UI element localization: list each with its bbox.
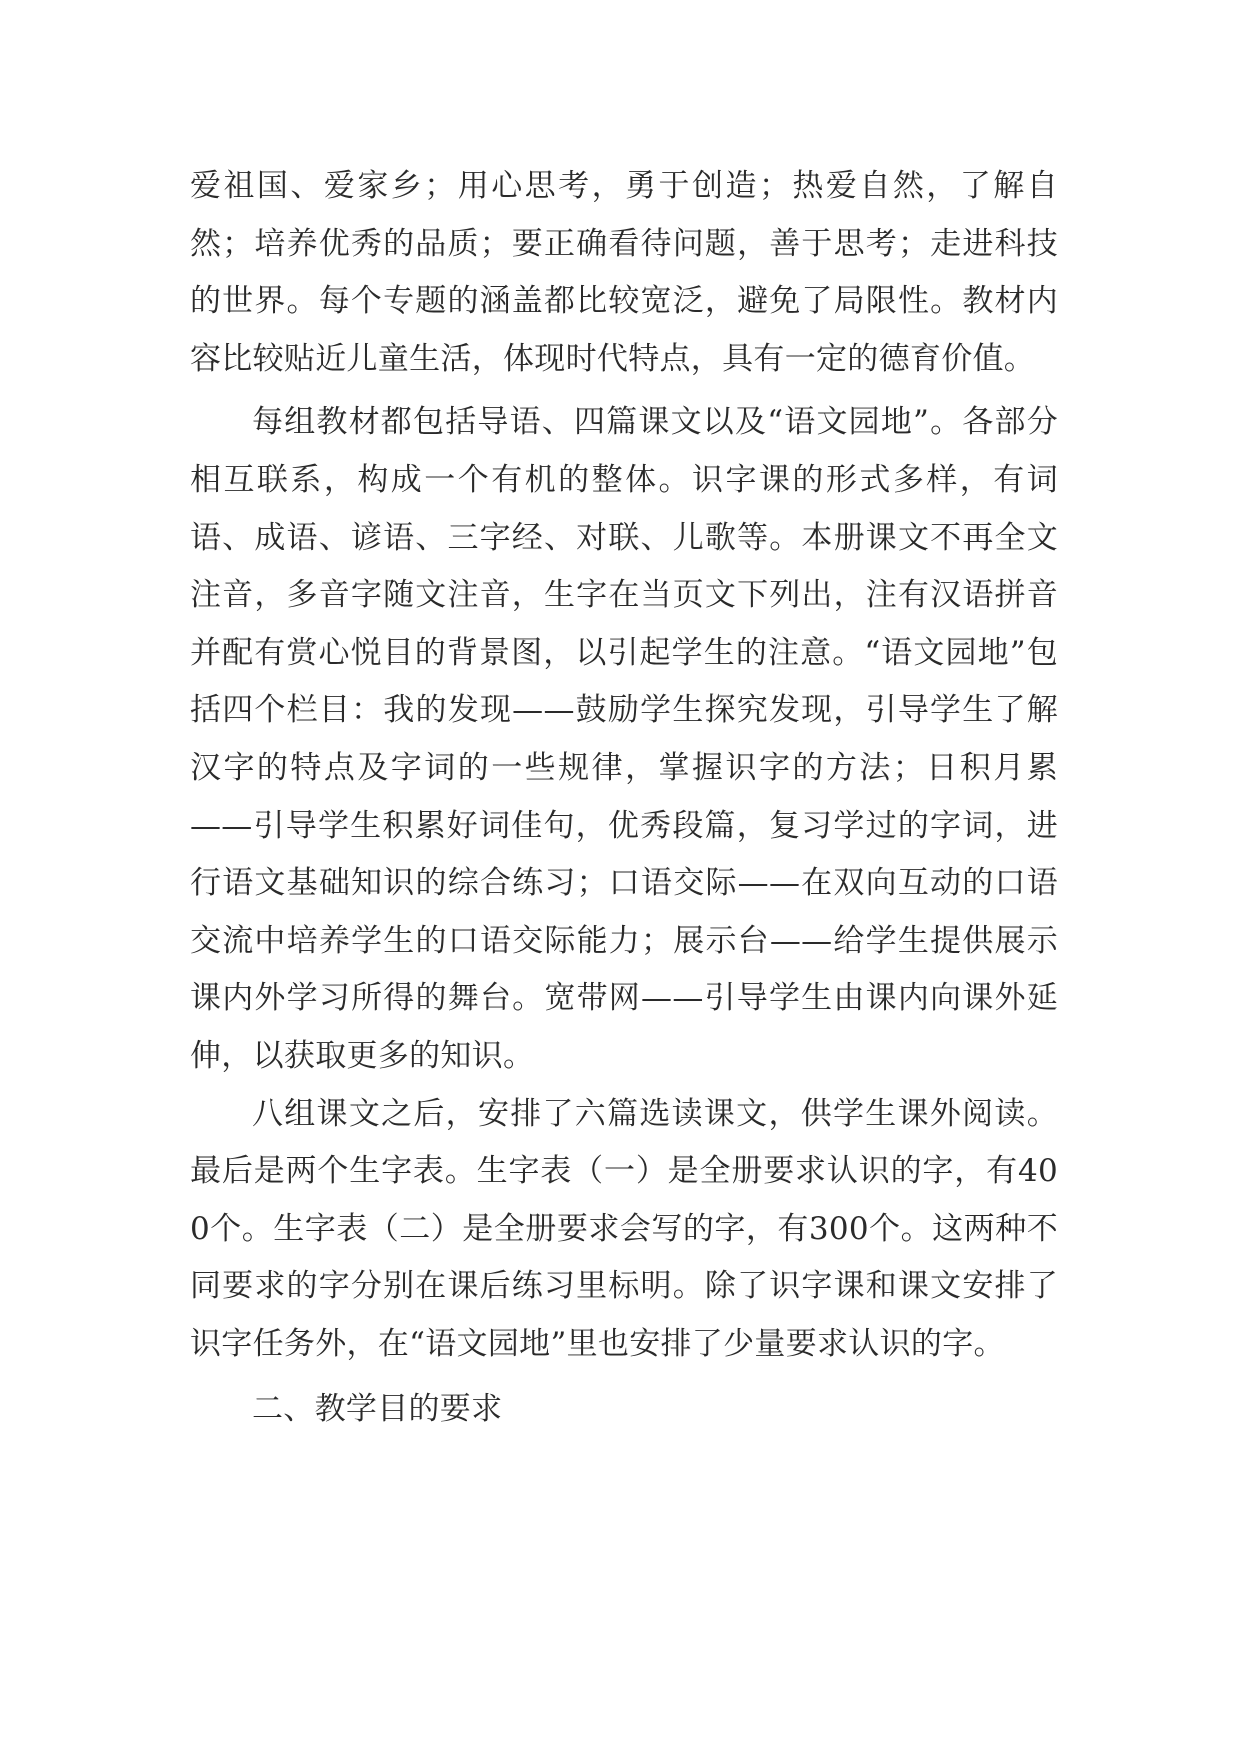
paragraph-character-tables: 八组课文之后，安排了六篇选读课文，供学生课外阅读。最后是两个生字表。生字表（一）是全册要求认识的字，有400个。生字表（二）是全册要求会写的字，有300个。这两种不同要求的字分别在课后练习里标明。除了识字课和课文安排了识字任务外，在“语文园地”里也安排了少量要求认识的字。 [190,1095,1058,1362]
paragraph-textbook-structure: 每组教材都包括导语、四篇课文以及“语文园地”。各部分相互联系，构成一个有机的整体。识字课的形式多样，有词语、成语、谚语、三字经、对联、儿歌等。本册课文不再全文注音，多音字随文注音，生字在当页文下列出，注有汉语拼音并配有赏心悦目的背景图，以引起学生的注意。“语文园地”包括四个栏目：我的发现——鼓励学生探究发现，引导学生了解汉字的特点及字词的一些规律，掌握识字的方法；日积月累——引导学生积累好词佳句，优秀段篇，复习学过的字词，进行语文基础知识的综合练习；口语交际——在双向互动的口语交流中培养学生的口语交际能力；展示台——给学生提供展示课内外学习所得的舞台。宽带网——引导学生由课内向课外延伸，以获取更多的知识。 [190,404,1058,1074]
document-page [190,158,1058,1439]
section-heading: 二、教学目的要求 [252,1391,503,1428]
paragraph-themes-continued: 爱祖国、爱家乡；用心思考，勇于创造；热爱自然，了解自然；培养优秀的品质；要正确看待问题，善于思考；走进科技的世界。每个专题的涵盖都比较宽泛，避免了局限性。教材内容比较贴近儿童生活，体现时代特点，具有一定的德育价值。 [190,168,1058,377]
